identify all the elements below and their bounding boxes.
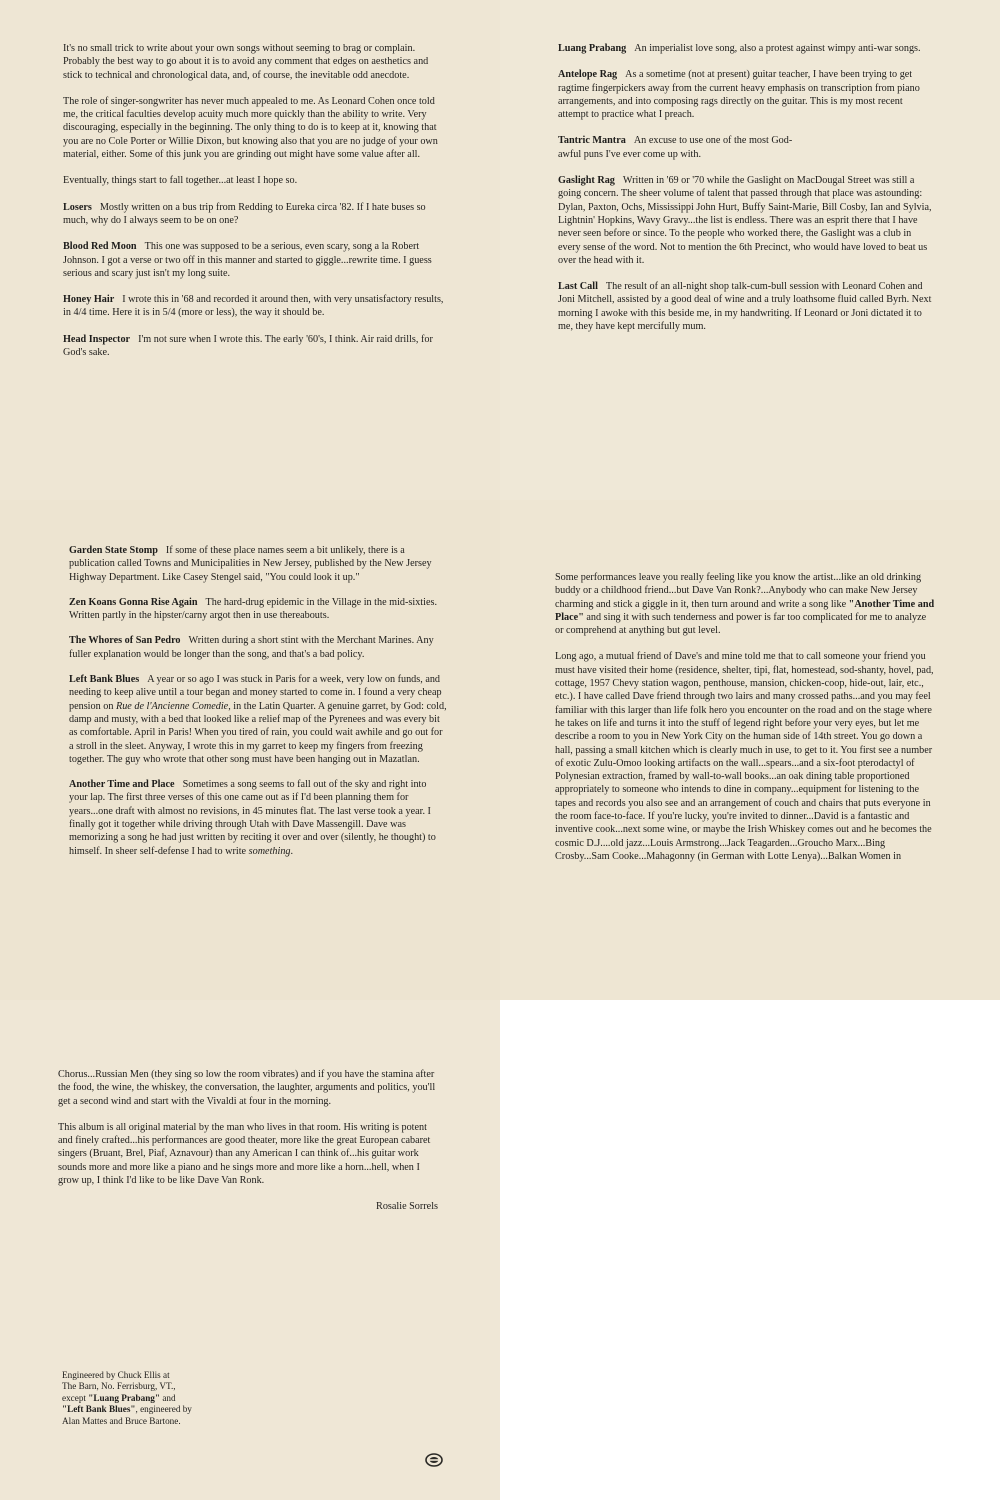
intro-paragraph: Eventually, things start to fall together...at least I hope so. [63, 175, 298, 187]
song-description: This one was supposed to be a serious, even scary, song a la Robert Johnson. I got a verse or two off in this manner and started to giggle...rewrite time. I guess serious and scary just isn't my long suite. [63, 241, 432, 279]
panel-3-text [69, 544, 447, 870]
song-title: Honey Hair [63, 294, 115, 306]
song-title: Another Time and Place [69, 779, 175, 791]
credit-song: "Luang Prabang" [88, 1392, 161, 1403]
song-note [69, 634, 447, 661]
song-description: The hard-drug epidemic in the Village in the mid-sixties. Written partly in the hipster/carny argot then in use thereabouts. [69, 596, 437, 622]
song-description-cont: . [290, 845, 294, 857]
song-title: Last Call [558, 281, 598, 293]
essay-paragraph: Chorus...Russian Men (they sing so low the room vibrates) and if you have the stamina after the food, the wine, the whiskey, the conversation, the laughter, arguments and politics, you'll get a second wind and start with the Vivaldi at four in the morning. [58, 1069, 436, 1107]
intro-paragraph: The role of singer-songwriter has never much appealed to me. As Leonard Cohen once told me, the critical faculties develop acuity much more quickly than the ability to write. Very discouraging, especially in the beginning. The only thing to do is to keep at it, knowing that you are no Cole Porter or Willie Dixon, but knowing also that you are no judge of your own material, either. Some of this junk you are grinding out might have some value after all. [63, 95, 438, 161]
panel-2-text [558, 42, 934, 346]
song-note [558, 68, 934, 121]
record-label-logo-icon [425, 1453, 443, 1467]
liner-notes-panel-2 [500, 0, 1000, 500]
credit-line [62, 1393, 282, 1404]
song-title: Zen Koans Gonna Rise Again [69, 596, 198, 608]
essay-paragraph: This album is all original material by the man who lives in that room. His writing is potent and finely crafted...his performances are good theater, more like the great European cabaret singers (Bruant, Brel, Piaf, Aznavour) than any American I can think of...his guitar work sounds more and more like a piano and he sings more and more like a horn...hell, when I grow up, I think I'd like to be like Dave Van Ronk. [58, 1121, 431, 1187]
song-description: Written in '69 or '70 while the Gaslight on MacDougal Street was still a going concern. The sheer volume of talent that passed through that place was astounding: Dylan, Paxton, Ochs, Mississippi John Hurt, Buffy Saint-Marie, Bill Cosby, Ian and Sylvia, Lightnin' Hopkins, Wavy Gravy...the list is endless. There was an esprit there that I have never seen before or since. To the people who worked there, the Gaslight was a club in every sense of the word. Not to mention the 6th Precinct, who would have loved to beat us over the head with it. [558, 175, 932, 266]
song-description-cont: , in the Latin Quarter. A genuine garret, by God: cold, damp and musty, with a bed that looked like a relief map of the Pyrenees and was every bit as comfortable. April in Paris! When you tired of rain, you could wait awhile and go out for a stroll in the sleet. Anyway, I wrote this in my garret to keep my fingers from freezing together. The guy who wrote that other song must have been hanging out in Mazatlan. [69, 700, 447, 765]
credit-line [62, 1404, 282, 1415]
panel-5-text [58, 1068, 438, 1227]
credit-line: The Barn, No. Ferrisburg, VT., [62, 1381, 176, 1392]
street-name: Rue de l'Ancienne Comedie [115, 700, 229, 712]
song-description: Mostly written on a bus trip from Redding to Eureka circa '82. If I hate buses so much, why do I always seem to be on one? [63, 201, 426, 226]
song-title: Head Inspector [63, 333, 131, 345]
essay-text: Some performances leave you really feeling like you know the artist...like an old drinking buddy or a childhood friend...but Dave Van Ronk?...Anybody who can make New Jersey charming and stick a giggle in it, then turn around and write a song like [555, 572, 922, 610]
liner-notes-panel-1 [0, 0, 500, 500]
song-reference: "Another Time and Place" [555, 598, 935, 623]
song-note [558, 174, 934, 267]
liner-notes-panel-4 [500, 500, 1000, 1000]
song-description: Written during a short stint with the Merchant Marines. Any fuller explanation would be longer than the song, and that's a bad policy. [69, 635, 434, 660]
essay-paragraph [555, 571, 935, 637]
song-title: Luang Prabang [558, 43, 627, 54]
engineering-credits [62, 1370, 282, 1427]
song-note [63, 333, 449, 360]
song-title: Antelope Rag [558, 69, 618, 81]
song-note [69, 596, 447, 623]
song-description: As a sometime (not at present) guitar teacher, I have been trying to get ragtime fingerpickers away from the current heavy emphasis on transcription from piano arrangements, and into composing rags directly on the guitar. This is my most recent attempt to practice what I preach. [558, 69, 920, 121]
song-note [69, 673, 447, 766]
liner-notes-panel-5 [0, 1000, 500, 1500]
song-title: Left Bank Blues [69, 674, 140, 686]
credit-song: "Left Bank Blues" [62, 1404, 136, 1415]
song-note [63, 240, 449, 280]
song-description: I'm not sure when I wrote this. The early '60's, I think. Air raid drills, for God's sake. [63, 333, 433, 359]
panel-4-text [555, 571, 935, 876]
song-title: The Whores of San Pedro [69, 635, 181, 647]
song-note [558, 134, 808, 161]
song-title: Garden State Stomp [69, 545, 158, 556]
song-title: Tantric Mantra [558, 135, 626, 147]
song-description: If some of these place names seem a bit unlikely, there is a publication called Towns and Municipalities in New Jersey, published by the New Jersey Highway Department. Like Casey Stengel said, "You could look it up." [69, 545, 432, 583]
song-description: A year or so ago I was stuck in Paris for a week, very low on funds, and needing to keep alive until a tour began and money started to come in. I found a very cheap pension on [69, 674, 442, 712]
song-note [69, 544, 447, 584]
essay-text: and sing it with such tenderness and power is far too complicated for me to analyze or comprehend at anything but gut level. [555, 611, 927, 637]
song-description: An excuse to use one of the most God-awful puns I've ever come up with. [558, 135, 793, 160]
essay-paragraph: Long ago, a mutual friend of Dave's and mine told me that to call someone your friend you must have visited their home (residence, shelter, tipi, flat, homestead, sod-shanty, hovel, pad, cottage, 1957 Chevy station wagon, penthouse, mansion, chicken-coop, hide-out, lair, etc., etc.). I have called Dave friend through two lairs and many crossed paths...and you may feel familiar with this larger than life folk hero you encounter on the road and on the stage where he takes on life and turns it into the stuff of legend right before your very eyes, but let me describe a room to you in New York City on the human side of 14th street. You go down a hall, passing a small kitchen which is clearly much in use, to get to it. You first see a number of exotic Zulu-Omoo looking artifacts on the wall...spears...and a six-foot pterodactyl of Polynesian extraction, framed by wall-to-wall books...an oak dining table proportioned appropriately to someone who intends to dine in company...equipment for listening to the tapes and records you also see and an arrangement of couch and chairs that puts everyone in the room face-to-face. If you're lucky, you're invited to dinner...David is a fantastic and inventive cook...next some wine, or maybe the Irish Whiskey comes out and he becomes the cosmic D.J....old jazz...Louis Armstrong...Jack Teagarden...Groucho Marx...Bing Crosby...Sam Cooke...Mahagonny (in German with Lotte Lenya)...Balkan Women in [555, 651, 934, 862]
song-description: The result of an all-night shop talk-cum-bull session with Leonard Cohen and Joni Mitchell, assisted by a good deal of wine and a truly loathsome fluid called Byrh. Next morning I awoke with this beside me, in my handwriting. If Leonard or Joni dictated it to me, they have kept mercifully mum. [558, 281, 932, 333]
song-title: Blood Red Moon [63, 241, 137, 253]
emphasis-word: something [248, 845, 291, 857]
panel-1-text [63, 42, 449, 372]
song-note [69, 778, 447, 858]
song-note [63, 201, 449, 228]
credit-line: Alan Mattes and Bruce Bartone. [62, 1415, 181, 1426]
liner-notes-panel-3 [0, 500, 500, 1000]
song-title: Gaslight Rag [558, 175, 615, 187]
song-description: I wrote this in '68 and recorded it around then, with very unsatisfactory results, in 4/4 time. Here it is in 5/4 (more or less), the way it should be. [63, 294, 444, 319]
signature: Rosalie Sorrels [376, 1201, 438, 1213]
song-title: Losers [63, 201, 92, 213]
credit-text: except [62, 1392, 89, 1403]
song-note [63, 293, 449, 320]
song-description: An imperialist love song, also a protest against wimpy anti-war songs. [634, 43, 921, 54]
intro-paragraph: It's no small trick to write about your own songs without seeming to brag or complain. Probably the best way to go about it is to avoid any comment that edges on aesthetics and stick to technical and chronological data, and, of course, the inevitable odd anecdote. [63, 43, 429, 81]
credit-line: Engineered by Chuck Ellis at [62, 1370, 170, 1380]
song-note [558, 280, 934, 333]
credit-text: , engineered by [135, 1404, 192, 1415]
song-note [558, 42, 934, 55]
song-description: Sometimes a song seems to fall out of the sky and right into your lap. The first three verses of this one came out as if I'd been planning them for years...one draft with almost no revisions, in 45 minutes flat. The last verse took a year. I finally got it together while driving through Utah with Dave Massengill. Dave was memorizing a song he had just written by reciting it over and over (silently, he thought) to himself. In sheer self-defense I had to write [69, 779, 436, 857]
credit-text: and [160, 1392, 176, 1403]
